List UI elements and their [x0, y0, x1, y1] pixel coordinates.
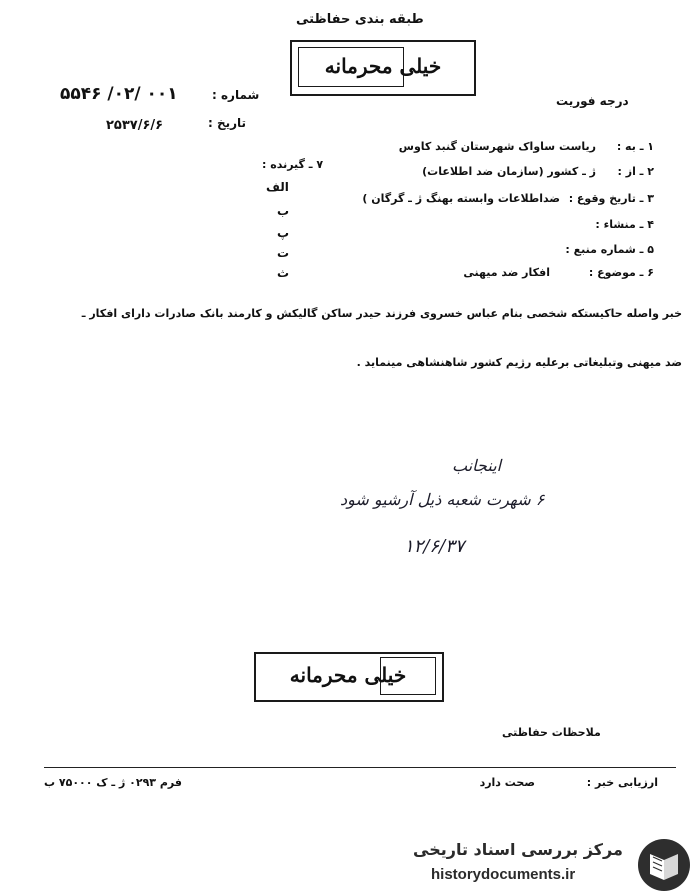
field-label-source-number: ۵ ـ شماره منبع :: [565, 243, 654, 256]
handwritten-line-2: ۶ شهرت شعبه ذیل آرشیو شود: [340, 490, 545, 509]
field-label-origin: ۴ ـ منشاء :: [595, 218, 654, 231]
handwritten-date: ۱۲/۶/۳۷: [404, 536, 465, 557]
field-value-from: ژ ـ کشور (سازمان ضد اطلاعات): [422, 165, 596, 178]
field-value-subject: افکار ضد میهنی: [463, 266, 550, 279]
recipient-letter-alef: الف: [266, 180, 289, 194]
field-label-from: ۲ ـ از :: [617, 165, 654, 178]
number-label: شماره :: [212, 88, 260, 102]
recipient-letter-be: ب: [277, 204, 290, 218]
field-label-to: ۱ ـ به :: [616, 140, 654, 153]
protection-notes-label: ملاحظات حفاظتی: [502, 726, 601, 739]
number-value: ۵۵۴۶ /۰۲/ ۰۰۱: [60, 84, 178, 104]
field-value-date: ضداطلاعات وابسته بهنگ ژ ـ گرگان ): [362, 192, 560, 205]
form-code: فرم ۰۲۹۳ ژ ـ ک ۷۵۰۰۰ ب: [44, 776, 182, 789]
report-body-line-1: خبر واصله حاکیستکه شخصی بنام عباس خسروی فرزند حیدر ساکن گالیکش و کارمند بانک صادرات دارای افکار ـ: [81, 307, 682, 320]
bottom-stamp-text: خیلی محرمانه: [289, 663, 407, 687]
field-label-date: ۳ ـ تاریخ وقوع :: [568, 192, 654, 205]
classification-title: طبقه بندی حفاظتی: [296, 12, 424, 27]
report-body-line-2: ضد میهنی وتبلیغاتی برعلیه رژیم کشور شاهنشاهی مینماید .: [356, 356, 682, 369]
handwritten-line-1: اینجانب: [452, 456, 502, 475]
date-label: تاریخ :: [208, 116, 247, 130]
field-label-subject: ۶ ـ موضوع :: [588, 266, 654, 279]
recipient-letter-se: ث: [277, 266, 290, 280]
watermark-url: historydocuments.ir: [431, 866, 576, 883]
field-value-to: ریاست ساواک شهرستان گنبد کاوس: [398, 140, 596, 153]
recipients-label: ۷ ـ گیرنده :: [262, 158, 324, 171]
evaluation-label: ارزیابی خبر :: [586, 776, 658, 789]
evaluation-value: صحت دارد: [479, 776, 535, 789]
recipient-letter-pe: پ: [277, 226, 290, 240]
recipient-letter-te: ت: [277, 246, 290, 260]
date-value: ۲۵۳۷/۶/۶: [106, 118, 164, 133]
footer-divider: [44, 767, 676, 768]
top-stamp-text: خیلی محرمانه: [324, 54, 442, 78]
urgency-label: درجه فوریت: [556, 94, 629, 108]
watermark-title: مرکز بررسی اسناد تاریخی: [413, 840, 623, 859]
book-logo-icon: [635, 836, 693, 894]
watermark: [405, 832, 700, 896]
